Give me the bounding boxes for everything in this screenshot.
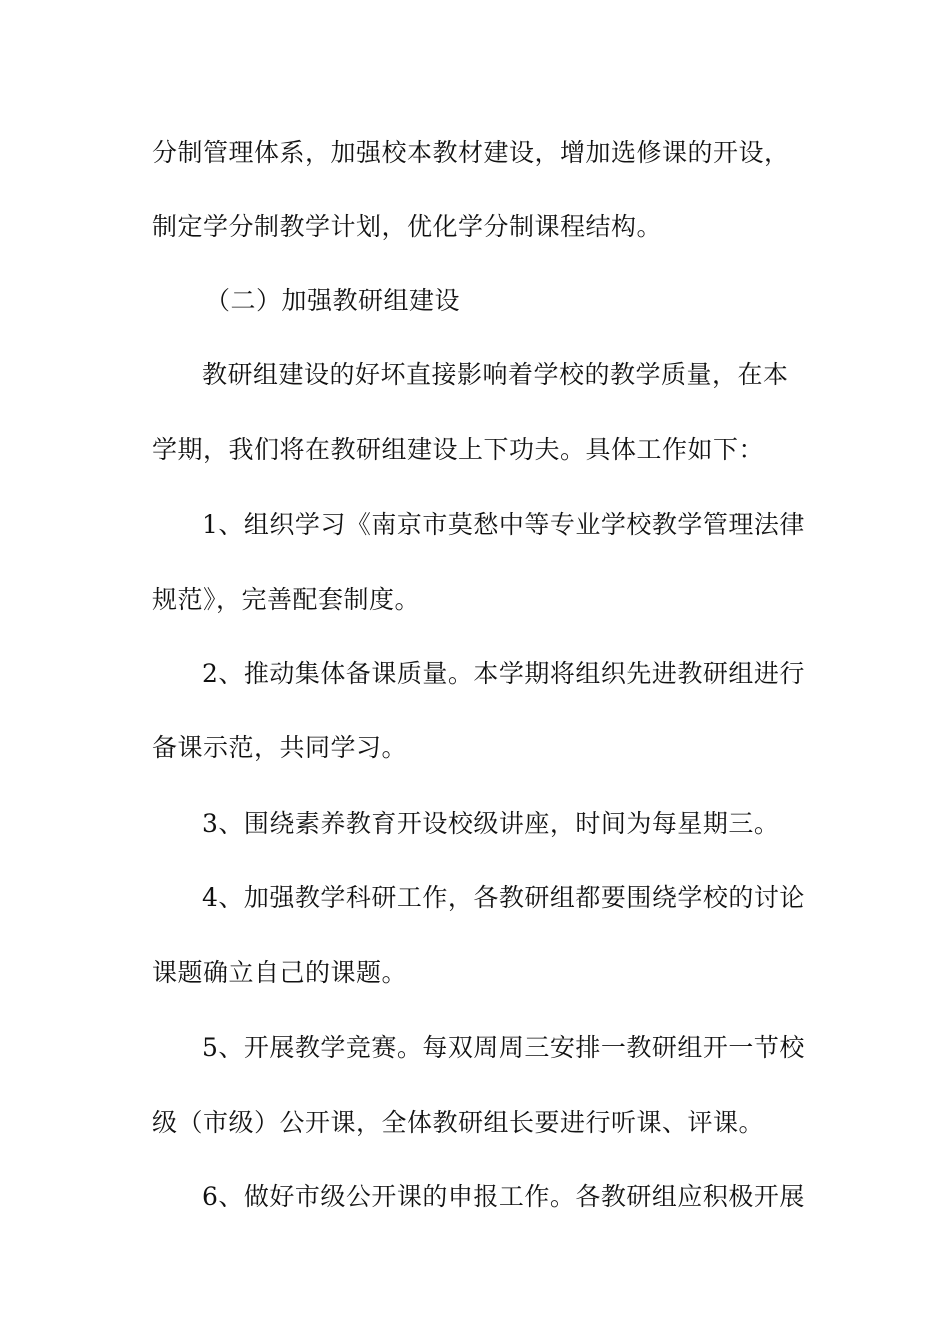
text-line: 课题确立自己的课题。 [152, 958, 408, 987]
text-line: 教研组建设的好坏直接影响着学校的教学质量，在本 [202, 360, 789, 389]
list-item-6: 6、做好市级公开课的申报工作。各教研组应积极开展 [202, 1182, 805, 1211]
list-item-3: 3、围绕素养教育开设校级讲座，时间为每星期三。 [202, 809, 780, 838]
text-line: 制定学分制教学计划，优化学分制课程结构。 [152, 212, 663, 241]
list-item-4: 4、加强教学科研工作，各教研组都要围绕学校的讨论 [202, 883, 805, 912]
list-item-1: 1、组织学习《南京市莫愁中等专业学校教学管理法律 [202, 510, 805, 539]
text-line: 学期，我们将在教研组建设上下功夫。具体工作如下： [152, 435, 765, 464]
text-line: 分制管理体系，加强校本教材建设，增加选修课的开设， [152, 138, 790, 167]
text-line: 备课示范，共同学习。 [152, 733, 408, 762]
text-line: 级（市级）公开课，全体教研组长要进行听课、评课。 [152, 1108, 765, 1137]
text-line: 规范》，完善配套制度。 [152, 585, 421, 614]
section-heading: （二）加强教研组建设 [205, 286, 461, 315]
list-item-5: 5、开展教学竞赛。每双周周三安排一教研组开一节校 [202, 1033, 805, 1062]
list-item-2: 2、推动集体备课质量。本学期将组织先进教研组进行 [202, 659, 805, 688]
